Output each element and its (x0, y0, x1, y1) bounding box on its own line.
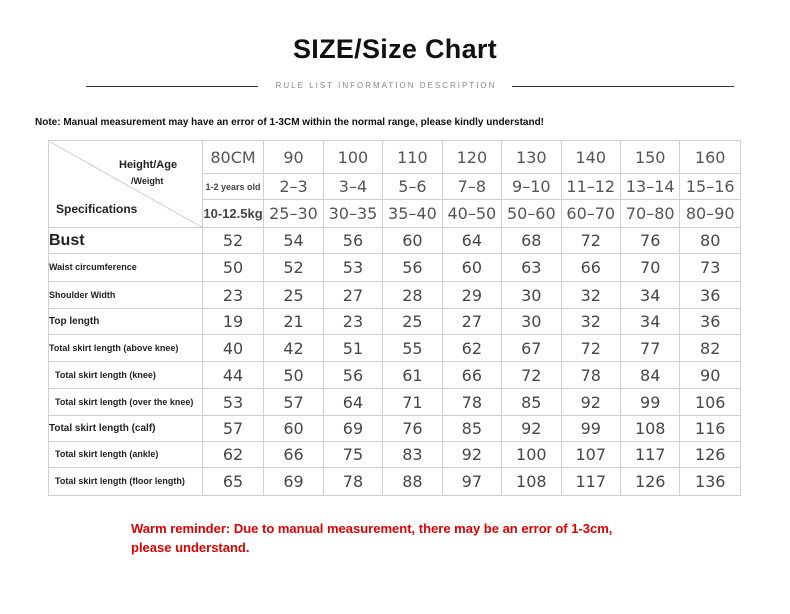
measurement-cell: 90 (680, 362, 741, 389)
measurement-cell: 32 (561, 309, 620, 335)
row-label: Top length (49, 309, 203, 335)
measurement-cell: 25 (264, 282, 323, 309)
row-label: Total skirt length (floor length) (49, 468, 203, 496)
measurement-cell: 116 (680, 416, 741, 442)
measurement-cell: 60 (264, 416, 323, 442)
measurement-cell: 25 (383, 309, 442, 335)
table-row (49, 254, 741, 282)
age-cell: 11–12 (561, 174, 620, 200)
table-row (49, 468, 741, 496)
table-row (49, 442, 741, 468)
measurement-cell: 66 (264, 442, 323, 468)
warm-reminder-line-2: please understand. (131, 540, 250, 555)
age-cell: 15–16 (680, 174, 741, 200)
measurement-cell: 30 (502, 309, 561, 335)
measurement-cell: 27 (442, 309, 501, 335)
measurement-cell: 60 (383, 228, 442, 254)
page-title: SIZE/Size Chart (292, 34, 498, 64)
measurement-cell: 62 (442, 335, 501, 362)
height-age-label: Height/Age (119, 159, 178, 171)
rule-divider-left (86, 86, 258, 87)
height-cell: 150 (620, 141, 679, 174)
measurement-cell: 63 (502, 254, 561, 282)
measurement-cell: 56 (323, 362, 382, 389)
height-cell: 110 (383, 141, 442, 174)
measurement-cell: 60 (442, 254, 501, 282)
measurement-cell: 30 (502, 282, 561, 309)
measurement-cell: 54 (264, 228, 323, 254)
measurement-cell: 36 (680, 309, 741, 335)
measurement-cell: 92 (561, 389, 620, 416)
measurement-cell: 69 (323, 416, 382, 442)
age-cell: 2–3 (264, 174, 323, 200)
measurement-cell: 66 (442, 362, 501, 389)
measurement-cell: 65 (202, 468, 264, 496)
measurement-cell: 19 (202, 309, 264, 335)
measurement-cell: 55 (383, 335, 442, 362)
measurement-cell: 34 (620, 309, 679, 335)
header-corner-cell (49, 141, 203, 228)
measurement-cell: 70 (620, 254, 679, 282)
rule-caption: RULE LIST INFORMATION DESCRIPTION (275, 81, 497, 90)
height-cell: 90 (264, 141, 323, 174)
weight-cell: 30–35 (323, 200, 382, 228)
measurement-cell: 34 (620, 282, 679, 309)
measurement-cell: 73 (680, 254, 741, 282)
height-row (49, 141, 741, 174)
weight-cell: 40–50 (442, 200, 501, 228)
measurement-cell: 100 (502, 442, 561, 468)
measurement-cell: 42 (264, 335, 323, 362)
table-row (49, 335, 741, 362)
row-label: Total skirt length (knee) (49, 362, 203, 389)
measurement-cell: 78 (561, 362, 620, 389)
age-cell: 9–10 (502, 174, 561, 200)
table-row (49, 282, 741, 309)
height-cell: 120 (442, 141, 501, 174)
measurement-cell: 53 (202, 389, 264, 416)
measurement-cell: 136 (680, 468, 741, 496)
measurement-cell: 64 (323, 389, 382, 416)
measurement-cell: 50 (264, 362, 323, 389)
age-cell: 3–4 (323, 174, 382, 200)
measurement-cell: 71 (383, 389, 442, 416)
measurement-cell: 66 (561, 254, 620, 282)
measurement-cell: 21 (264, 309, 323, 335)
measurement-cell: 29 (442, 282, 501, 309)
table-row (49, 228, 741, 254)
measurement-cell: 69 (264, 468, 323, 496)
measurement-cell: 99 (561, 416, 620, 442)
measurement-cell: 99 (620, 389, 679, 416)
measurement-cell: 83 (383, 442, 442, 468)
measurement-cell: 57 (264, 389, 323, 416)
height-cell: 130 (502, 141, 561, 174)
measurement-cell: 40 (202, 335, 264, 362)
measurement-cell: 85 (442, 416, 501, 442)
table-row (49, 416, 741, 442)
measurement-cell: 80 (680, 228, 741, 254)
measurement-cell: 117 (561, 468, 620, 496)
measurement-cell: 56 (383, 254, 442, 282)
height-cell: 140 (561, 141, 620, 174)
measurement-cell: 64 (442, 228, 501, 254)
measurement-cell: 44 (202, 362, 264, 389)
weight-cell: 60–70 (561, 200, 620, 228)
height-cell: 100 (323, 141, 382, 174)
measurement-note: Note: Manual measurement may have an error of 1-3CM within the normal range, please kindly understand! (35, 117, 545, 128)
measurement-cell: 78 (442, 389, 501, 416)
height-cell: 160 (680, 141, 741, 174)
weight-cell: 35–40 (383, 200, 442, 228)
weight-label: /Weight (131, 176, 164, 186)
measurement-cell: 92 (442, 442, 501, 468)
measurement-cell: 32 (561, 282, 620, 309)
row-label: Bust (49, 228, 203, 254)
measurement-cell: 52 (202, 228, 264, 254)
weight-cell: 10-12.5kg (202, 200, 264, 228)
measurement-cell: 23 (202, 282, 264, 309)
row-label: Total skirt length (above knee) (49, 335, 203, 362)
warm-reminder (131, 519, 612, 557)
measurement-cell: 82 (680, 335, 741, 362)
measurement-cell: 75 (323, 442, 382, 468)
measurement-cell: 56 (323, 228, 382, 254)
table-row (49, 309, 741, 335)
measurement-cell: 92 (502, 416, 561, 442)
table-row (49, 389, 741, 416)
measurement-cell: 84 (620, 362, 679, 389)
warm-reminder-line-1: Warm reminder: Due to manual measurement, there may be an error of 1-3cm, (131, 521, 613, 536)
measurement-cell: 108 (620, 416, 679, 442)
specifications-label: Specifications (56, 202, 138, 216)
age-cell: 1-2 years old (202, 174, 264, 200)
measurement-cell: 78 (323, 468, 382, 496)
measurement-cell: 107 (561, 442, 620, 468)
weight-cell: 25–30 (264, 200, 323, 228)
rule-divider-right (512, 86, 734, 87)
table-row (49, 362, 741, 389)
height-cell: 80CM (202, 141, 264, 174)
weight-cell: 50–60 (502, 200, 561, 228)
measurement-cell: 85 (502, 389, 561, 416)
measurement-cell: 50 (202, 254, 264, 282)
row-label: Waist circumference (49, 254, 203, 282)
measurement-cell: 126 (620, 468, 679, 496)
measurement-cell: 97 (442, 468, 501, 496)
measurement-cell: 57 (202, 416, 264, 442)
measurement-cell: 23 (323, 309, 382, 335)
measurement-cell: 27 (323, 282, 382, 309)
measurement-cell: 62 (202, 442, 264, 468)
row-label: Total skirt length (over the knee) (49, 389, 203, 416)
measurement-cell: 76 (620, 228, 679, 254)
row-label: Total skirt length (ankle) (49, 442, 203, 468)
measurement-cell: 61 (383, 362, 442, 389)
measurement-cell: 108 (502, 468, 561, 496)
age-cell: 5–6 (383, 174, 442, 200)
age-cell: 7–8 (442, 174, 501, 200)
measurement-cell: 117 (620, 442, 679, 468)
measurement-cell: 67 (502, 335, 561, 362)
age-cell: 13–14 (620, 174, 679, 200)
measurement-cell: 51 (323, 335, 382, 362)
size-chart-table (48, 140, 741, 496)
measurement-cell: 88 (383, 468, 442, 496)
measurement-cell: 72 (561, 335, 620, 362)
row-label: Total skirt length (calf) (49, 416, 203, 442)
measurement-cell: 72 (561, 228, 620, 254)
weight-cell: 70–80 (620, 200, 679, 228)
measurement-cell: 72 (502, 362, 561, 389)
measurement-cell: 106 (680, 389, 741, 416)
measurement-cell: 68 (502, 228, 561, 254)
measurement-cell: 76 (383, 416, 442, 442)
measurement-cell: 52 (264, 254, 323, 282)
weight-cell: 80–90 (680, 200, 741, 228)
measurement-cell: 126 (680, 442, 741, 468)
measurement-cell: 77 (620, 335, 679, 362)
measurement-cell: 36 (680, 282, 741, 309)
measurement-cell: 53 (323, 254, 382, 282)
measurement-cell: 28 (383, 282, 442, 309)
row-label: Shoulder Width (49, 282, 203, 309)
